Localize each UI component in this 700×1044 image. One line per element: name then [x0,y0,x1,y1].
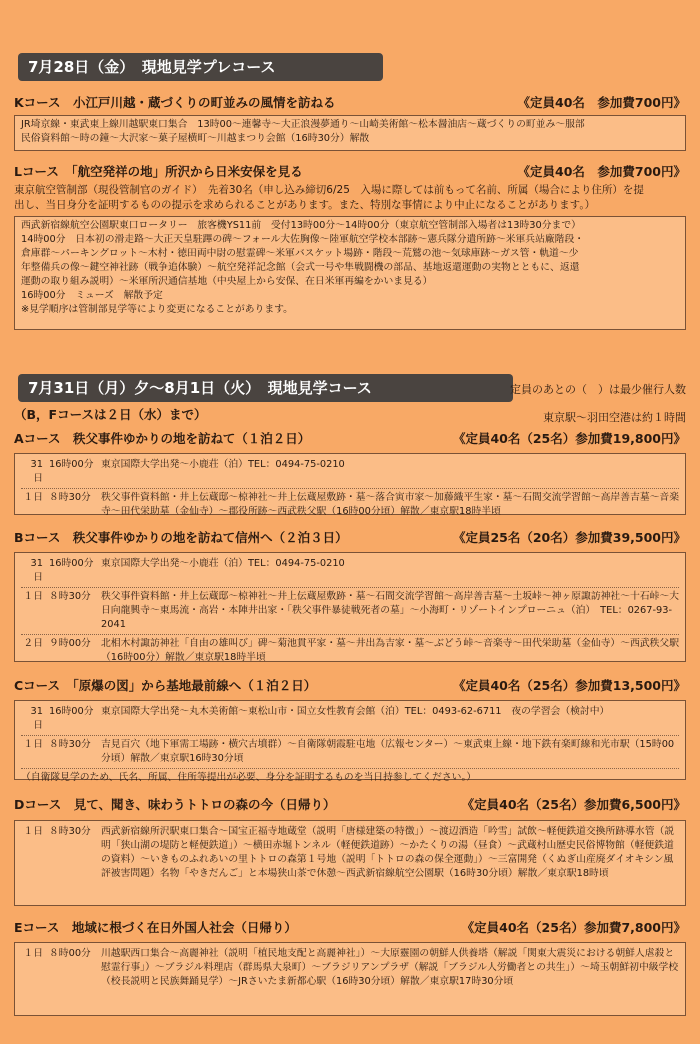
row-day: ２日 [23,638,43,649]
section-1-title: 7月28日（金） 現地見学プレコース [18,53,383,81]
course-c-heading [14,678,686,694]
course-d-title: Dコース 見て、聞き、味わうトトロの森の今（日帰り） [14,797,336,812]
course-e-capacity-fee: 《定員40名（25名）参加費7,800円》 [461,920,686,935]
row-description: 秩父事件資料館・井上伝蔵邸～椋神社～井上伝蔵屋敷跡・墓～落合寅市家～加藤織平生家・墓～石間交流学習館～高岸善吉墓～音楽寺～田代栄助墓（金仙寺）～郡役所跡～西武秩父駅（16時00分頃）解散／東京駅18時半頃 [101,492,680,517]
minimum-participants-note: 定員のあとの（ ）は最少催行人数 [510,383,686,396]
course-d-itinerary [14,820,686,906]
itinerary-line: 運動の取り組み説明）～米軍所沢通信基地（中央屋上から安保、在日米軍再編をかいま見る） [21,276,433,287]
row-day: 31日 [30,706,43,731]
row-day: １日 [23,492,43,503]
row-day: 31日 [30,459,43,484]
row-description: 川越駅西口集合～高麗神社（説明「植民地支配と高麗神社」）～大原靈園の朝鮮人供養塔（解説「関東大震災における朝鮮人虐殺と慰霊行事」）～ブラジル料理店（群馬県大泉町）～ブラジリアンプラザ（解説「ブラジル人労働者との共生」）～埼玉朝鮮初中級学校（校長説明と民族舞踊見学）～JRさいたま新都心駅（16時30分頃）解散／東京駅17時30分頃 [101,948,679,987]
course-l-notes [14,183,686,212]
itinerary-row [21,588,679,635]
course-a-itinerary [14,453,686,515]
row-description: 北相木村諏訪神社「自由の雄叫び」碑～菊池貫平家・墓～井出為吉家・墓～ぶどう峠～音楽寺～田代栄助墓（金仙寺）～西武秩父駅（16時00分）解散／東京駅18時半頃 [101,638,680,663]
course-e-itinerary [14,942,686,1016]
row-day: １日 [23,948,43,959]
row-description: 東京国際大学出発～小鹿荘（泊）TEL：0494-75-0210 [101,558,345,569]
note-line: 出し、当日身分を証明するものの提示を求められることがあります。また、特別な事情により中止になることがあります。） [14,198,596,211]
itinerary-line: 民俗資料館～時の鐘～大沢家～菓子屋横町～川越まつり会館（16時30分）解散 [21,133,370,144]
course-l-title: Lコース 「航空発祥の地」所沢から日米安保を見る [14,164,303,179]
course-k-itinerary [14,115,686,151]
course-k-title: Kコース 小江戸川越・蔵づくりの町並みの風情を訪ねる [14,95,336,110]
row-time: ８時30分 [49,591,91,602]
course-c-itinerary [14,700,686,783]
course-b-heading [14,530,686,546]
itinerary-line: 年整備兵の像～鍵空神社跡（戦争追体験）～航空発祥記念館（会式一号や隼戦闘機の部品、基地返還運動の実物とともに、返還 [21,262,580,273]
row-description: 吉見百穴（地下軍需工場跡・横穴古墳群）～自衛隊朝霞駐屯地（広報センター）～東武東上線・地下鉄有楽町線和光市駅（15時00分頃）解散／東京駅16時30分頃 [101,739,675,764]
course-a-title: Aコース 秩父事件ゆかりの地を訪ねて（１泊２日） [14,431,311,446]
course-b-itinerary [14,552,686,662]
row-time: ８時30分 [49,826,91,837]
course-a-heading [14,431,686,447]
row-day: 31日 [30,558,43,583]
itinerary-line: JR埼京線・東武東上線川越駅東口集合 13時00～連馨寺～大正浪漫夢通り～山崎美術館～松本醤油店～蔵づくりの町並み～服部 [21,119,585,130]
row-time: 16時00分 [49,459,94,470]
row-description: 東京国際大学出発～丸木美術館～東松山市・国立女性教育会館（泊）TEL：0493-62-6711 夜の学習会（検討中） [101,706,610,717]
course-k-capacity-fee: 《定員40名 参加費700円》 [517,95,686,110]
itinerary-row [21,489,679,521]
row-day: １日 [23,826,43,837]
itinerary-line: 倉庫群～パーキングロット～木村・徳田両中尉の慰霊碑～米軍バスケット場跡・階段～荒鷲の池～気球庫跡～ガス管・軌道～少 [21,248,579,259]
course-b-title: Bコース 秩父事件ゆかりの地を訪ねて信州へ（２泊３日） [14,530,348,545]
row-time: 16時00分 [49,558,94,569]
course-d-heading [14,797,686,813]
itinerary-line: 14時00分 日本初の滑走路～大正天皇駐蹕の碑～フォール大佐胸像～陸軍航空学校本部跡～憲兵隊分遣所跡～米軍兵站廠階段・ [21,234,585,245]
row-description: 西武新宿線所沢駅東口集合～国宝正福寺地蔵堂（説明「唐様建築の特徴」）～渡辺酒造「吟雪」試飲～軽便鉄道交換所跡導水管（説明「狭山湖の堤防と軽便鉄道」）～横田赤堀トンネル（軽便鉄道跡）～かたくりの湯（昼食）～武蔵村山歴史民俗博物館（軽便鉄道の資料）～いきものふれあいの里トトロの森第１号地（説明「トトロの森の保全運動」）～三富開発（くぬぎ山産廃ダイオキシン風評被害問題）名物「やきだんご」と本場狭山茶で休憩～西武新宿線航空公園駅（16時30分頃）解散／東京駅18時頃 [101,826,675,879]
itinerary-row [21,635,679,667]
itinerary-line: 16時00分 ミューズ 解散予定 [21,290,163,301]
course-b-capacity-fee: 《定員25名（20名）参加費39,500円》 [452,530,686,545]
itinerary-row [21,456,679,489]
row-description: 東京国際大学出発～小鹿荘（泊）TEL：0494-75-0210 [101,459,345,470]
section-2-subtitle: （B，Fコースは２日（水）まで） [14,407,207,422]
note-line: 東京航空管制部（現役管制官のガイド） 先着30名（申し込み締切6/25 入場に際しては前もって名前、所属（場合により住所）を提 [14,184,644,196]
course-l-itinerary [14,216,686,330]
itinerary-row [21,945,679,991]
footnote-text: （自衛隊見学のため、氏名、所属、住所等提出が必要、身分を証明するものを当日持参してください。） [21,772,477,783]
itinerary-row [21,823,679,883]
course-c-capacity-fee: 《定員40名（25名）参加費13,500円》 [452,678,686,693]
row-day: １日 [23,739,43,750]
travel-time-note: 東京駅～羽田空港は約１時間 [543,411,686,424]
itinerary-row [21,703,679,736]
row-time: ９時00分 [49,638,91,649]
row-time: ８時30分 [49,492,91,503]
course-l-heading [14,164,686,180]
itinerary-footnote [21,769,679,787]
itinerary-row [21,736,679,769]
section-2-title: 7月31日（月）夕～8月1日（火） 現地見学コース [18,374,513,402]
itinerary-line: 西武新宿線航空公園駅東口ロータリー 旅客機YS11前 受付13時00分～14時00分（東京航空管制部入場者は13時30分まで） [21,220,581,231]
course-d-capacity-fee: 《定員40名（25名）参加費6,500円》 [461,797,686,812]
course-c-title: Cコース 「原爆の図」から基地最前線へ（１泊２日） [14,678,317,693]
course-e-title: Eコース 地域に根づく在日外国人社会（日帰り） [14,920,297,935]
row-time: ８時00分 [49,948,91,959]
row-day: １日 [23,591,43,602]
row-description: 秩父事件資料館・井上伝蔵邸～椋神社～井上伝蔵屋敷跡・墓～石間交流学習館～高岸善吉墓～土坂峠～神ヶ原諏訪神社～十石峠～大日向龍興寺～東馬流・高岩・本陣井出家・「秩父事件暴徒戦死者の墓」～小海町・リゾートインプローニュ（泊） TEL：0267-93-2041 [101,591,680,630]
course-l-capacity-fee: 《定員40名 参加費700円》 [517,164,686,179]
itinerary-line: ※見学順序は管制部見学等により変更になることがあります。 [21,304,293,315]
itinerary-row [21,555,679,588]
row-time: ８時30分 [49,739,91,750]
course-e-heading [14,920,686,936]
course-k-heading [14,95,686,111]
row-time: 16時00分 [49,706,94,717]
course-a-capacity-fee: 《定員40名（25名）参加費19,800円》 [452,431,686,446]
